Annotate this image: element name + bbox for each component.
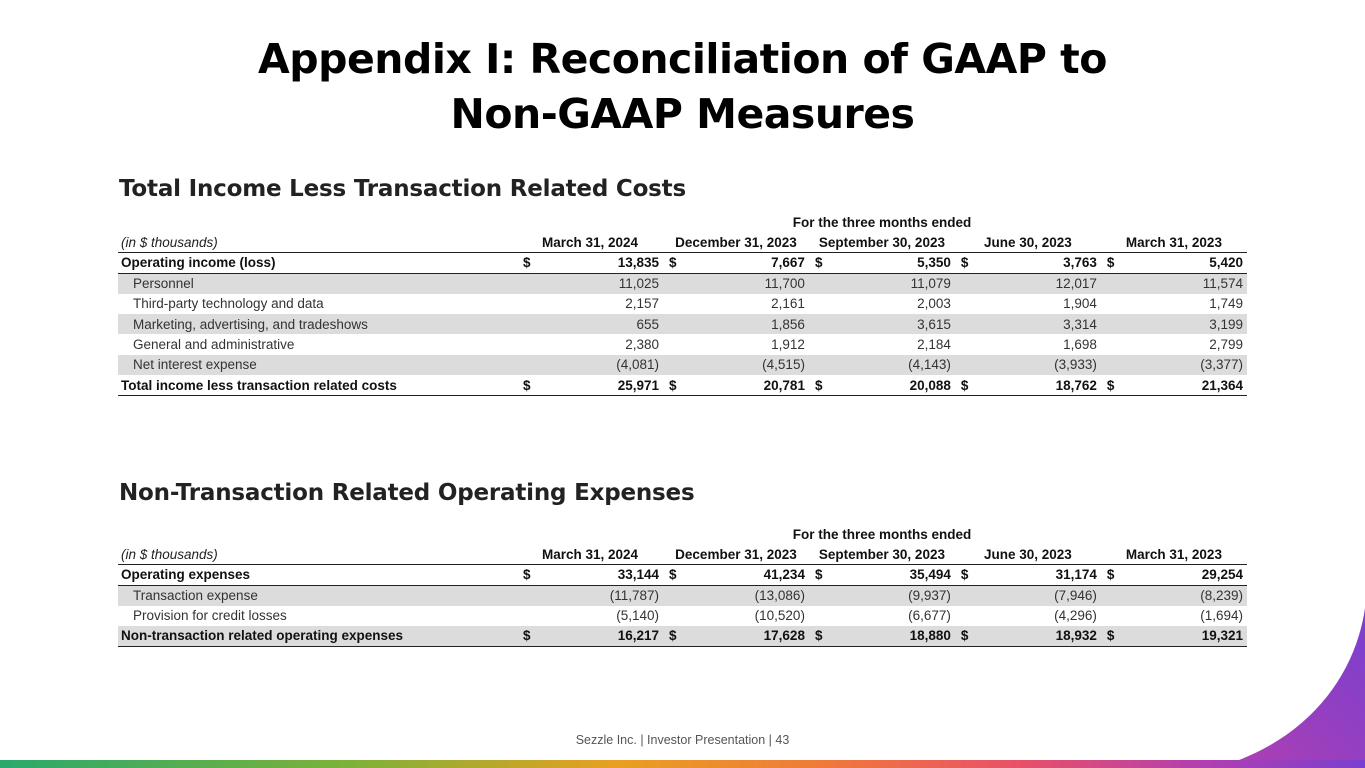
row-label: Operating expenses [118, 565, 517, 585]
cell-value: (3,933) [970, 355, 1101, 375]
cell-value: 11,700 [678, 273, 809, 293]
column-header: September 30, 2023 [809, 544, 955, 564]
table-row [118, 606, 1247, 626]
total-income-table [118, 212, 1247, 396]
cell-value: (10,520) [754, 608, 805, 624]
cell-value: 20,781 [678, 375, 809, 395]
cell-value: 1,698 [1063, 337, 1097, 353]
section-heading-non-transaction: Non-Transaction Related Operating Expenses [119, 480, 695, 506]
slide-title [0, 32, 1365, 142]
row-label: Marketing, advertising, and tradeshows [118, 314, 517, 334]
column-header: March 31, 2023 [1101, 544, 1247, 564]
cell-value: (4,081) [532, 355, 663, 375]
row-label: Total income less transaction related costs [118, 375, 517, 395]
slide-footer: Sezzle Inc. | Investor Presentation | 43 [575, 733, 790, 747]
cell-value: 3,199 [1116, 314, 1247, 334]
row-label: Provision for credit losses [133, 608, 287, 624]
cell-value: 655 [532, 314, 663, 334]
bottom-gradient-bar [0, 760, 1365, 768]
cell-value: (4,515) [678, 355, 809, 375]
cell-value: (11,787) [532, 585, 663, 605]
row-label: Personnel [118, 273, 517, 293]
cell-value: (4,143) [824, 355, 955, 375]
row-label: Net interest expense [118, 355, 517, 375]
cell-value: (13,086) [678, 585, 809, 605]
cell-value: 19,321 [1116, 626, 1247, 646]
cell-value: 2,157 [625, 296, 659, 312]
currency-symbol: $ [1101, 626, 1116, 646]
cell-value: 12,017 [970, 273, 1101, 293]
table-row [118, 626, 1247, 646]
group-header: For the three months ended [792, 214, 972, 230]
currency-symbol: $ [1101, 375, 1116, 395]
cell-value: 11,025 [532, 273, 663, 293]
row-label: Operating income (loss) [118, 253, 517, 273]
cell-value: 21,364 [1116, 375, 1247, 395]
column-header: March 31, 2023 [1101, 232, 1247, 252]
column-header: December 31, 2023 [663, 232, 809, 252]
row-label: Transaction expense [118, 585, 517, 605]
group-header: For the three months ended [792, 526, 972, 542]
currency-symbol: $ [955, 565, 970, 585]
unit-label: (in $ thousands) [118, 232, 517, 252]
slide-title-line-2: Non-GAAP Measures [450, 90, 915, 138]
cell-value: 18,762 [970, 375, 1101, 395]
unit-label: (in $ thousands) [118, 544, 517, 564]
table-row [118, 585, 1247, 605]
cell-value: 2,380 [625, 337, 659, 353]
cell-value: 1,904 [1063, 296, 1097, 312]
row-label: Third-party technology and data [133, 296, 324, 312]
cell-value: 13,835 [532, 253, 663, 273]
table-row [118, 355, 1247, 375]
cell-value: 2,003 [917, 296, 951, 312]
currency-symbol: $ [809, 626, 824, 646]
slide-title-line-1: Appendix I: Reconciliation of GAAP to [258, 35, 1107, 83]
cell-value: 2,184 [917, 337, 951, 353]
cell-value: (7,946) [970, 585, 1101, 605]
currency-symbol: $ [663, 626, 678, 646]
table-row [118, 375, 1247, 395]
cell-value: 18,880 [824, 626, 955, 646]
table-row [118, 334, 1247, 354]
cell-value: (1,694) [1200, 608, 1243, 624]
cell-value: 3,763 [970, 253, 1101, 273]
cell-value: 3,314 [970, 314, 1101, 334]
table-row [118, 314, 1247, 334]
row-label: Non-transaction related operating expenses [118, 626, 517, 646]
table-row [118, 565, 1247, 585]
table-row [118, 294, 1247, 314]
cell-value: 41,234 [678, 565, 809, 585]
currency-symbol: $ [955, 375, 970, 395]
section-heading-total-income: Total Income Less Transaction Related Costs [119, 176, 686, 202]
cell-value: 7,667 [678, 253, 809, 273]
cell-value: 3,615 [824, 314, 955, 334]
column-header: June 30, 2023 [955, 232, 1101, 252]
cell-value: 5,420 [1116, 253, 1247, 273]
cell-value: (4,296) [1054, 608, 1097, 624]
cell-value: 17,628 [678, 626, 809, 646]
column-header: March 31, 2024 [517, 544, 663, 564]
cell-value: 33,144 [532, 565, 663, 585]
currency-symbol: $ [517, 375, 532, 395]
row-label: General and administrative [133, 337, 295, 353]
cell-value: 25,971 [532, 375, 663, 395]
currency-symbol: $ [663, 565, 678, 585]
currency-symbol: $ [517, 626, 532, 646]
column-header: September 30, 2023 [809, 232, 955, 252]
cell-value: 2,799 [1209, 337, 1243, 353]
currency-symbol: $ [663, 375, 678, 395]
currency-symbol: $ [809, 375, 824, 395]
column-header: June 30, 2023 [955, 544, 1101, 564]
currency-symbol: $ [1101, 253, 1116, 273]
cell-value: 35,494 [824, 565, 955, 585]
corner-swoosh-decoration [1165, 608, 1365, 768]
cell-value: 1,912 [771, 337, 805, 353]
cell-value: 31,174 [970, 565, 1101, 585]
cell-value: 2,161 [771, 296, 805, 312]
cell-value: 1,856 [678, 314, 809, 334]
cell-value: 18,932 [970, 626, 1101, 646]
cell-value: (9,937) [824, 585, 955, 605]
cell-value: 16,217 [532, 626, 663, 646]
currency-symbol: $ [1101, 565, 1116, 585]
cell-value: 11,079 [824, 273, 955, 293]
currency-symbol: $ [809, 565, 824, 585]
non-transaction-expenses-table [118, 524, 1247, 647]
currency-symbol: $ [809, 253, 824, 273]
currency-symbol: $ [517, 565, 532, 585]
table-row [118, 273, 1247, 293]
cell-value: 1,749 [1209, 296, 1243, 312]
cell-value: (6,677) [908, 608, 951, 624]
cell-value: (8,239) [1116, 585, 1247, 605]
table-row [118, 253, 1247, 273]
currency-symbol: $ [517, 253, 532, 273]
cell-value: 20,088 [824, 375, 955, 395]
cell-value: 29,254 [1116, 565, 1247, 585]
cell-value: 11,574 [1116, 273, 1247, 293]
currency-symbol: $ [955, 253, 970, 273]
cell-value: (5,140) [616, 608, 659, 624]
cell-value: 5,350 [824, 253, 955, 273]
column-header: December 31, 2023 [663, 544, 809, 564]
currency-symbol: $ [955, 626, 970, 646]
currency-symbol: $ [663, 253, 678, 273]
cell-value: (3,377) [1116, 355, 1247, 375]
column-header: March 31, 2024 [517, 232, 663, 252]
